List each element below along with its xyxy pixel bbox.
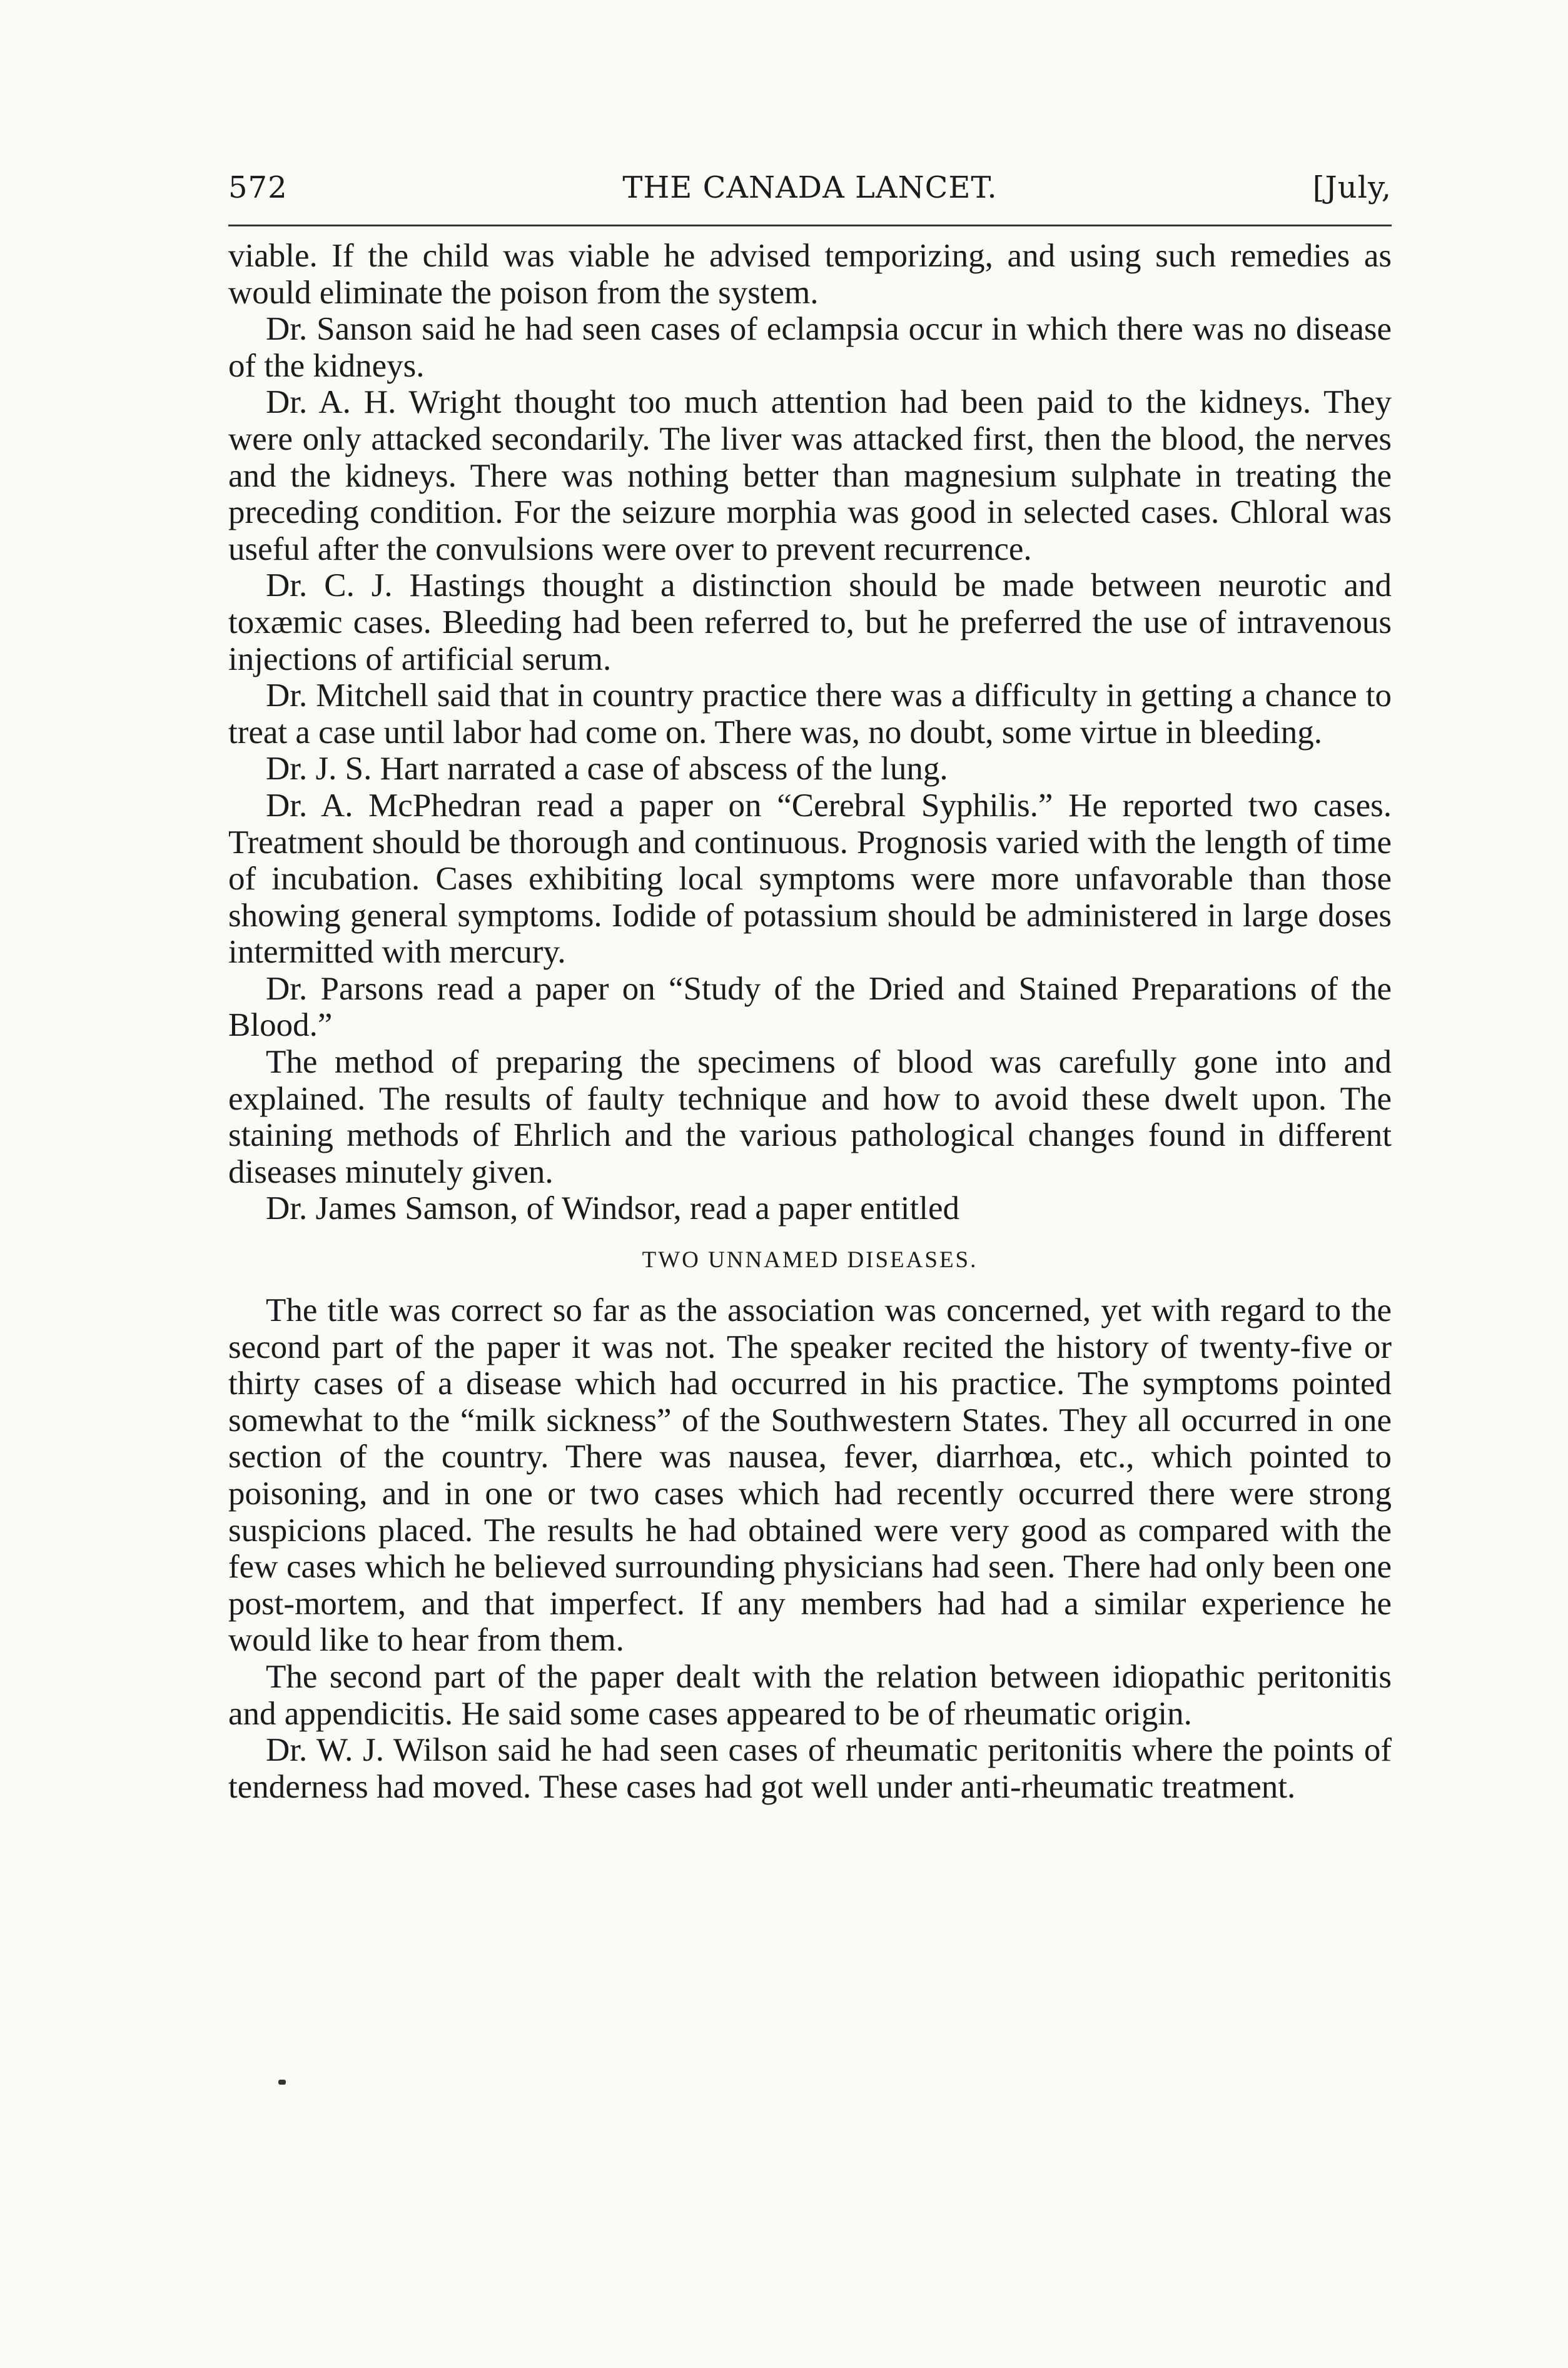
paragraph-mitchell: Dr. Mitchell said that in country practice there was a difficulty in getting a chance to treat a case until labor had come on. There was, no doubt, some virtue in bleeding. (228, 677, 1392, 751)
paragraph-unnamed-diseases: The title was correct so far as the association was concerned, yet with regard to the second part of the paper it was not. The speaker recited the history of twenty-five or thirty cases of a disease which had occurred in his practice. The symptoms pointed somewhat to the “milk sickness” of the Southwestern States. They all occurred in one section of the country. There was nausea, fever, diarrhœa, etc., which pointed to poisoning, and in one or two cases which had recently occurred there were strong suspicions placed. The results he had obtained were very good as compared with the few cases which he believed surrounding physicians had seen. There had only been one post-mortem, and that imperfect. If any members had had a similar experience he would like to hear from them. (228, 1292, 1392, 1659)
header-rule (228, 225, 1392, 226)
paragraph-peritonitis: The second part of the paper dealt with the relation between idiopathic peritonitis and appendicitis. He said some cases appeared to be of rheumatic origin. (228, 1658, 1392, 1732)
paragraph-mcphedran: Dr. A. McPhedran read a paper on “Cerebral Syphilis.” He reported two cases. Treatment should be thorough and continuous. Prognosis varied with the length of time of incubation. Cases exhibiting local symptoms were more unfavorable than those showing general symptoms. Iodide of potassium should be administered in large doses intermitted with mercury. (228, 787, 1392, 971)
paragraph-samson-intro: Dr. James Samson, of Windsor, read a paper entitled (266, 1190, 959, 1227)
article-body (228, 238, 1392, 1805)
page-number: 572 (228, 170, 288, 205)
journal-title: THE CANADA LANCET. (622, 170, 998, 205)
paragraph-continuation: viable. If the child was viable he advised temporizing, and using such remedies as would eliminate the poison from the system. (228, 238, 1392, 311)
paragraph-sanson: Dr. Sanson said he had seen cases of eclampsia occur in which there was no disease of the kidneys. (228, 311, 1392, 384)
paragraph-wright: Dr. A. H. Wright thought too much attention had been paid to the kidneys. They were only attacked secondarily. The liver was attacked first, then the blood, the nerves and the kidneys. There was nothing better than magnesium sulphate in treating the preceding condition. For the seizure morphia was good in selected cases. Chloral was useful after the convulsions were over to prevent recurrence. (228, 384, 1392, 567)
running-head (228, 166, 1392, 210)
paragraph-wilson: Dr. W. J. Wilson said he had seen cases of rheumatic peritonitis where the points of tenderness had moved. These cases had got well under anti-rheumatic treatment. (228, 1732, 1392, 1805)
paragraph-hart: Dr. J. S. Hart narrated a case of abscess of the lung. (266, 751, 948, 787)
print-mark (278, 2080, 286, 2085)
paragraph-hastings: Dr. C. J. Hastings thought a distinction should be made between neurotic and toxæmic cases. Bleeding had been referred to, but he preferred the use of intravenous injections of artificial serum. (228, 567, 1392, 677)
section-heading: TWO UNNAMED DISEASES. (642, 1247, 978, 1273)
paragraph-blood-method: The method of preparing the specimens of blood was carefully gone into and explained. The results of faulty technique and how to avoid these dwelt upon. The staining methods of Ehrlich and the various pathological changes found in different diseases minutely given. (228, 1044, 1392, 1190)
paragraph-parsons: Dr. Parsons read a paper on “Study of the Dried and Stained Preparations of the Blood.” (228, 970, 1392, 1044)
journal-page (228, 166, 1392, 1805)
issue-month: [July, (1312, 170, 1392, 205)
